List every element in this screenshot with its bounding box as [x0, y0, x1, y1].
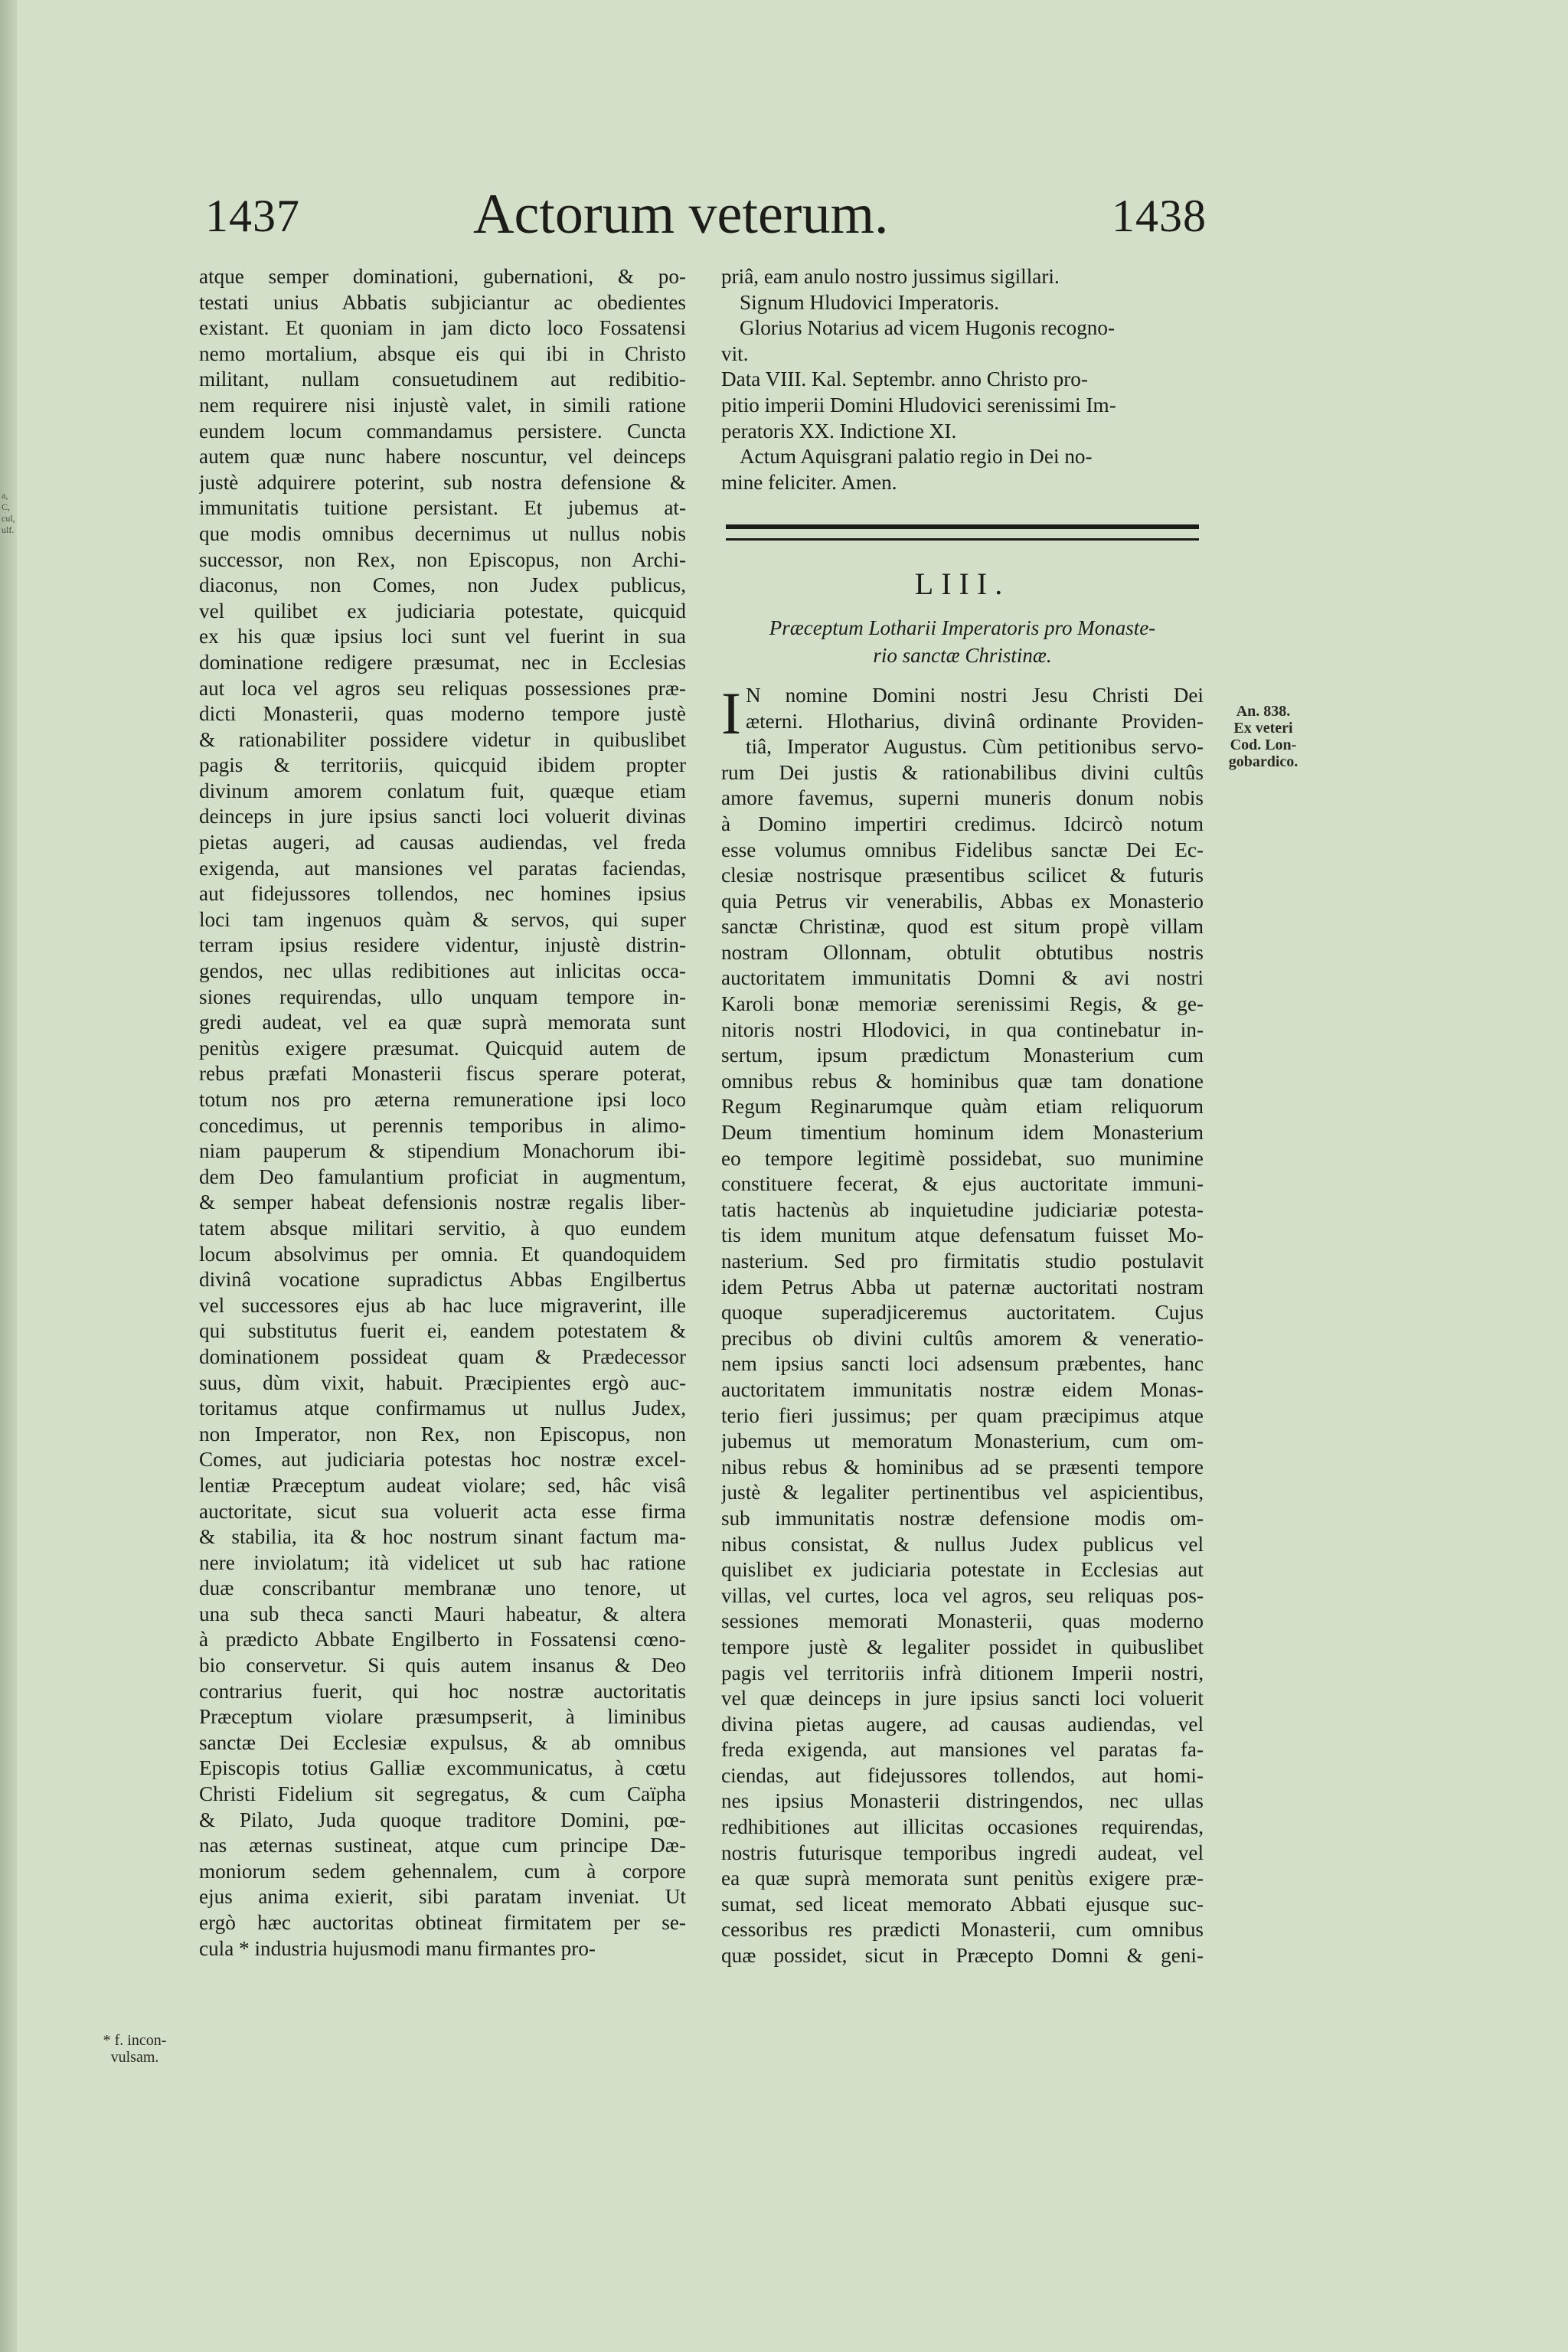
- text-line: Comes, aut judiciaria potestas hoc nostræ excel-: [199, 1448, 686, 1472]
- text-line: una sub theca sancti Mauri habeatur, & altera: [199, 1602, 686, 1625]
- section-divider: [726, 524, 1199, 541]
- text-line: militant, nullam consuetudinem aut redibitio-: [199, 368, 686, 391]
- text-line: rebus præfati Monasterii fiscus sperare poterat,: [199, 1062, 686, 1086]
- book-page: [17, 0, 1568, 2352]
- text-line: pietas augeri, ad causas audiendas, vel freda: [199, 831, 686, 854]
- charter-line: amore favemus, superni muneris donum nobis: [721, 786, 1204, 810]
- charter-line: villas, vel curtes, loca vel agros, seu reliquas pos-: [721, 1583, 1204, 1607]
- text-line: vel successores ejus ab hac luce migraverint, ille: [199, 1293, 686, 1317]
- charter-line: eo tempore legitimè possidebat, suo munimine: [721, 1146, 1204, 1170]
- charter-line: auctoritatem immunitatis nostræ eidem Monas-: [721, 1377, 1204, 1401]
- charter-line: Deum timentium hominum idem Monasterium: [721, 1121, 1204, 1145]
- charter-line: terio fieri jussimus; per quam præcipimus atque: [721, 1403, 1204, 1427]
- text-line: Christi Fidelium sit segregatus, & cum Caïpha: [199, 1782, 686, 1806]
- text-line: & rationabiliter possidere videtur in quibuslibet: [199, 727, 686, 751]
- section-number: LIII.: [914, 567, 1011, 602]
- text-line: lentiæ Præceptum audeat violare; sed, hâc visâ: [199, 1473, 686, 1497]
- text-line: aut fidejussores tollendos, nec homines ipsius: [199, 882, 686, 906]
- text-line: tatem absque militari servitio, à quo eundem: [199, 1216, 686, 1240]
- charter-line: sub immunitatis nostræ defensione modis om-: [721, 1506, 1204, 1530]
- gutter-fragment: a, C, cul, ulf.: [2, 490, 15, 535]
- text-line: Præceptum violare præsumpserit, à liminibus: [199, 1705, 686, 1729]
- charter-text: [721, 679, 1204, 1969]
- charter-line: divina pietas augere, ad causas audiendas, vel: [721, 1712, 1204, 1736]
- charter-line: à Domino impertiri credimus. Idcircò notum: [721, 812, 1204, 835]
- text-line: atque semper dominationi, gubernationi, & po-: [199, 265, 686, 288]
- text-line: terram ipsius residere videntur, injustè distrin-: [199, 933, 686, 957]
- text-line: siones requirendas, ullo unquam tempore in-: [199, 985, 686, 1008]
- note-line: An. 838.: [1236, 703, 1291, 720]
- text-line: eundem locum commandamus persistere. Cuncta: [199, 419, 686, 443]
- text-line: immunitatis tuitione persistant. Et jubemus at-: [199, 496, 686, 520]
- text-line: exigenda, aut mansiones vel paratas faciendas,: [199, 856, 686, 880]
- charter-line: pagis vel territoriis infrà ditionem Imperii nostri,: [721, 1661, 1204, 1684]
- text-line: deinceps in jure ipsius sancti loci voluerit divinas: [199, 805, 686, 828]
- text-line: cula * industria hujusmodi manu firmantes pro-: [199, 1936, 596, 1960]
- text-line: & semper habeat defensionis nostræ regalis liber-: [199, 1191, 686, 1214]
- text-line: suus, dùm vixit, habuit. Præcipientes ergò auc-: [199, 1370, 686, 1394]
- charter-line: quia Petrus vir venerabilis, Abbas ex Monasterio: [721, 889, 1204, 913]
- text-line: duæ conscribantur membranæ uno tenore, ut: [199, 1576, 686, 1600]
- charter-line: nibus consistat, & nullus Judex publicus vel: [721, 1532, 1204, 1556]
- closing-line: peratoris XX. Indictione XI.: [721, 419, 957, 443]
- binding-gutter: [0, 0, 17, 2352]
- date-source-note: [1217, 703, 1309, 770]
- text-line: vel quilibet ex judiciaria potestate, quicquid: [199, 599, 686, 622]
- charter-line: nasterium. Sed pro firmitatis studio postulavit: [721, 1250, 1204, 1272]
- text-line: existant. Et quoniam in jam dicto loco Fossatensi: [199, 316, 686, 340]
- charter-line: ea quæ suprà memorata sunt penitùs exigere præ-: [721, 1867, 1204, 1890]
- text-line: locum absolvimus per omnia. Et quandoquidem: [199, 1242, 686, 1266]
- charter-line: Karoli bonæ memoriæ serenissimi Regis, & ge-: [721, 992, 1204, 1016]
- text-line: dicti Monasterii, quas moderno tempore justè: [199, 702, 686, 726]
- charter-line: jubemus ut memoratum Monasterium, cum om-: [721, 1429, 1204, 1453]
- footnote-line: * f. incon-: [103, 2032, 167, 2049]
- charter-line: Regum Reginarumque quàm etiam reliquorum: [721, 1095, 1204, 1119]
- text-line: diaconus, non Comes, non Judex publicus,: [199, 573, 686, 597]
- text-line: ex his quæ ipsius loci sunt vel fuerint in sua: [199, 625, 686, 648]
- text-line: auctoritate, sicut sua voluerit acta esse firma: [199, 1499, 686, 1523]
- charter-line: redhibitiones aut illicitas occasiones requirendas,: [721, 1815, 1204, 1839]
- charter-line: nostram Ollonnam, obtulit obtutibus nostris: [721, 940, 1204, 964]
- text-line: concedimus, ut perennis temporibus in alimo-: [199, 1113, 686, 1137]
- charter-line: N nomine Domini nostri Jesu Christi Dei: [745, 683, 1204, 707]
- charter-line: idem Petrus Abba ut paternæ auctoritati nostram: [721, 1275, 1204, 1298]
- charter-line: sessiones memorati Monasterii, quas moderno: [721, 1609, 1204, 1633]
- charter-line: sanctæ Christinæ, quod est situm propè villam: [721, 915, 1204, 939]
- closing-line: vit.: [721, 341, 749, 365]
- charter-line: vel quæ deinceps in jure ipsius sancti loci voluerit: [721, 1687, 1204, 1710]
- closing-line: Glorius Notarius ad vicem Hugonis recogno-: [740, 316, 1116, 340]
- text-line: dominatione redigere præsumat, nec in Ecclesias: [199, 650, 686, 674]
- text-line: successor, non Rex, non Episcopus, non Archi-: [199, 547, 686, 571]
- closing-line: Signum Hludovici Imperatoris.: [740, 290, 1000, 314]
- text-line: sanctæ Dei Ecclesiæ expulsus, & ab omnibus: [199, 1730, 686, 1754]
- text-line: à prædicto Abbate Engilberto in Fossatensi cœno-: [199, 1628, 686, 1651]
- left-column: [199, 264, 686, 1962]
- text-line: nemo mortalium, absque eis qui ibi in Christo: [199, 341, 686, 365]
- text-line: que modis omnibus decernimus ut nullus nobis: [199, 521, 686, 545]
- charter-line: esse volumus omnibus Fidelibus sanctæ Dei Ec-: [721, 838, 1204, 861]
- running-title: Actorum veterum.: [473, 183, 889, 246]
- charter-line: freda exigenda, aut mansiones vel paratas fa-: [721, 1738, 1204, 1762]
- text-line: niam pauperum & stipendium Monachorum ibi-: [199, 1139, 686, 1163]
- charter-line: nem ipsius sancti loci adsensum præbentes, hanc: [721, 1352, 1204, 1376]
- closing-line: priâ, eam anulo nostro jussimus sigillari.: [721, 265, 1060, 288]
- text-line: autem quæ nunc habere noscuntur, vel deinceps: [199, 445, 686, 469]
- charter-line: precibus ob divini cultûs amorem & veneratio-: [721, 1326, 1204, 1350]
- note-line: Ex veteri: [1233, 720, 1293, 737]
- text-line: dominationem possideat quam & Prædecessor: [199, 1344, 686, 1368]
- text-line: & stabilia, ita & hoc nostrum sinant factum ma-: [199, 1525, 686, 1549]
- charter-line: æterni. Hlotharius, divinâ ordinante Providen-: [745, 709, 1204, 733]
- text-line: nere inviolatum; ità videlicet ut sub hac ratione: [199, 1550, 686, 1574]
- text-line: penitùs exigere præsumat. Quicquid autem de: [199, 1036, 686, 1060]
- text-line: non Imperator, non Rex, non Episcopus, non: [199, 1422, 686, 1446]
- text-line: testati unius Abbatis subjiciantur ac obedientes: [199, 290, 686, 314]
- text-line: ejus anima exierit, sibi paratam inveniat. Ut: [199, 1885, 686, 1909]
- drop-cap: I: [721, 679, 741, 746]
- page-number-right: 1438: [1112, 191, 1207, 241]
- text-line: divinâ vocatione supradictus Abbas Engilbertus: [199, 1268, 686, 1292]
- text-line: Episcopis totius Galliæ excommunicatus, à cœtu: [199, 1756, 686, 1780]
- charter-line: quislibet ex judiciaria potestate in Ecclesias aut: [721, 1558, 1204, 1582]
- closing-line: Actum Aquisgrani palatio regio in Dei no-: [740, 445, 1093, 469]
- text-line: totum nos pro æterna remuneratione ipsi loco: [199, 1088, 686, 1111]
- text-line: gendos, nec ullas redibitiones aut inlicitas occa-: [199, 959, 686, 983]
- text-line: loci tam ingenuos quàm & servos, qui super: [199, 907, 686, 931]
- charter-line: nibus rebus & hominibus ad se præsenti tempore: [721, 1455, 1204, 1478]
- charter-line: quoque superadjiceremus auctoritatem. Cujus: [721, 1301, 1204, 1325]
- text-line: pagis & territoriis, quicquid ibidem propter: [199, 753, 686, 777]
- charter-line: omnibus rebus & hominibus quæ tam donatione: [721, 1069, 1204, 1093]
- text-line: gredi audeat, vel ea quæ suprà memorata sunt: [199, 1011, 686, 1034]
- charter-line: rum Dei justis & rationabilibus divini cultûs: [721, 760, 1204, 784]
- charter-line: nes ipsius Monasterii distringendos, nec ullas: [721, 1789, 1204, 1813]
- text-line: dem Deo famulantium proficiat in augmentum,: [199, 1165, 686, 1188]
- text-line: toritamus atque confirmamus ut nullus Judex,: [199, 1396, 686, 1420]
- charter-line: sertum, ipsum prædictum Monasterium cum: [721, 1044, 1204, 1067]
- footnote-margin: [81, 2032, 188, 2066]
- text-line: divinum amorem conlatum fuit, quæque etiam: [199, 779, 686, 802]
- text-line: qui substitutus fuerit ei, eandem potestatem &: [199, 1319, 686, 1343]
- charter-line: quæ possidet, sicut in Præcepto Domni & geni-: [721, 1944, 1204, 1968]
- charter-line: tiâ, Imperator Augustus. Cùm petitionibus servo-: [745, 735, 1204, 759]
- text-line: justè adquirere poterint, sub nostra defensione &: [199, 470, 686, 494]
- note-line: gobardico.: [1228, 753, 1298, 770]
- closing-line: Data VIII. Kal. Septembr. anno Christo pro-: [721, 368, 1088, 391]
- text-line: moniorum sedem gehennalem, cum à corpore: [199, 1859, 686, 1883]
- text-line: nas æternas sustineat, atque cum principe Dæ-: [199, 1834, 686, 1857]
- note-line: Cod. Lon-: [1230, 737, 1297, 753]
- charter-line: nitoris nostri Hlodovici, in qua continebatur in-: [721, 1018, 1204, 1041]
- closing-line: pitio imperii Domini Hludovici serenissimi Im-: [721, 393, 1116, 416]
- charter-line: constituere fecerat, & ejus auctoritate immuni-: [721, 1172, 1204, 1196]
- charter-line: nostris futurisque temporibus ingredi audeat, vel: [721, 1841, 1204, 1864]
- charter-line: tis idem munitum atque defensatum fuisset Mo-: [721, 1223, 1204, 1247]
- text-line: nem requirere nisi injustè valet, in simili ratione: [199, 393, 686, 416]
- charter-line: auctoritatem immunitatis Domni & avi nostri: [721, 966, 1204, 990]
- charter-line: cessoribus res prædicti Monasterii, cum omnibus: [721, 1918, 1204, 1942]
- section-title-line: rio sanctæ Christinæ.: [873, 643, 1052, 667]
- right-column: [721, 264, 1204, 1969]
- closing-line: mine feliciter. Amen.: [721, 470, 897, 494]
- charter-line: tempore justè & legaliter possidet in quibuslibet: [721, 1635, 1204, 1658]
- charter-line: justè & legaliter pertinentibus vel aspicientibus,: [721, 1481, 1204, 1504]
- charter-closing: [721, 264, 1204, 495]
- footnote-line: vulsam.: [110, 2049, 159, 2066]
- text-line: & Pilato, Juda quoque traditore Domini, pœ-: [199, 1808, 686, 1831]
- section-title: [721, 614, 1204, 669]
- charter-line: sumat, sed liceat memorato Abbati ejusque suc-: [721, 1892, 1204, 1916]
- text-line: ergò hæc auctoritas obtineat firmitatem per se-: [199, 1911, 686, 1934]
- text-line: aut loca vel agros seu reliquas possessiones præ-: [199, 676, 686, 700]
- charter-line: tatis hactenùs ab inquietudine judiciariæ potesta-: [721, 1197, 1204, 1221]
- text-line: contrarius fuerit, qui hoc nostræ auctoritatis: [199, 1679, 686, 1703]
- charter-line: clesiæ nostrisque præsentibus scilicet & futuris: [721, 864, 1204, 887]
- section-title-line: Præceptum Lotharii Imperatoris pro Monaste-: [769, 616, 1156, 639]
- charter-line: ciendas, aut fidejussores tollendos, aut homi-: [721, 1763, 1204, 1787]
- text-line: bio conservetur. Si quis autem insanus & Deo: [199, 1654, 686, 1677]
- page-number-left: 1437: [205, 191, 300, 241]
